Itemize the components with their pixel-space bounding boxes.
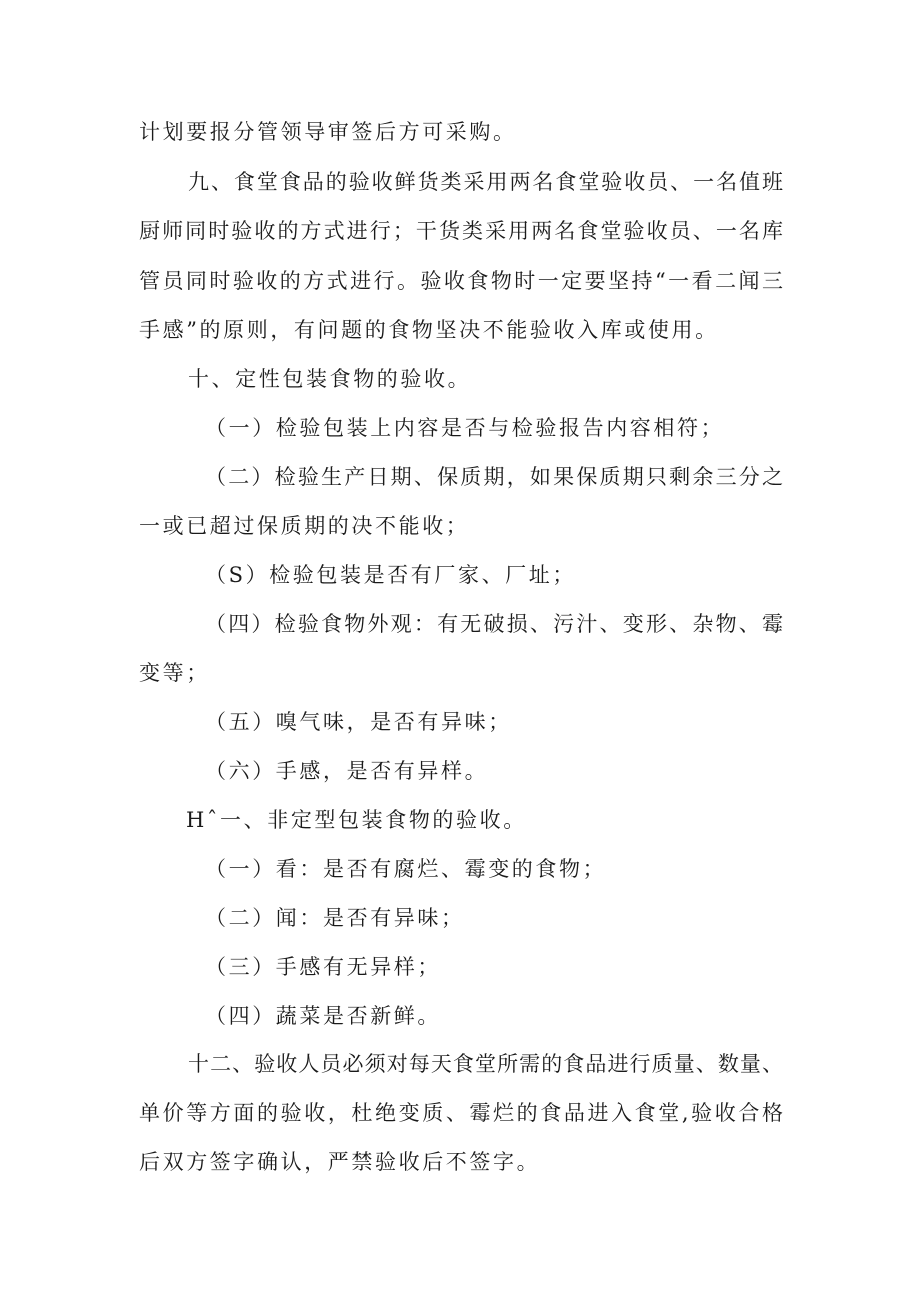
section-12-line-3: 后双方签字确认，严禁验收后不签字。 [139, 1150, 541, 1174]
section-11-heading: Hˆ一、非定型包装食物的验收。 [186, 808, 527, 832]
section-12-line-2: 单价等方面的验收，杜绝变质、霉烂的食品进入食堂,验收合格 [139, 1101, 783, 1125]
section-10-item-4-line-1: （四）检验食物外观：有无破损、污汁、变形、杂物、霉 [205, 612, 783, 636]
section-9-line-2: 厨师同时验收的方式进行；干货类采用两名食堂验收员、一名库 [139, 219, 783, 243]
section-9-line-1: 九、食堂食品的验收鲜货类采用两名食堂验收员、一名值班 [188, 170, 783, 194]
section-10-item-2-line-1: （二）检验生产日期、保质期，如果保质期只剩余三分之 [205, 465, 783, 489]
section-11-item-2: （二）闻：是否有异味； [205, 906, 465, 930]
section-10-item-1: （一）检验包装上内容是否与检验报告内容相符； [205, 416, 725, 440]
section-10-heading: 十、定性包装食物的验收。 [188, 367, 472, 391]
section-12-line-1: 十二、验收人员必须对每天食堂所需的食品进行质量、数量、 [188, 1052, 783, 1076]
section-11-item-1: （一）看：是否有腐烂、霉变的食物； [205, 857, 607, 881]
section-10-item-5: （五）嗅气味，是否有异味； [205, 710, 512, 734]
section-10-item-6: （六）手感，是否有异样。 [205, 759, 489, 783]
section-11-item-4: （四）蔬菜是否新鲜。 [205, 1004, 441, 1028]
section-9-line-4: 手感”的原则，有问题的食物坚决不能验收入库或使用。 [139, 318, 719, 342]
section-10-item-4-line-2: 变等； [139, 661, 210, 685]
section-10-item-2-line-2: 一或已超过保质期的决不能收； [139, 514, 470, 538]
section-10-item-3: （S）检验包装是否有厂家、厂址； [205, 563, 576, 587]
text-line-1: 计划要报分管领导审签后方可采购。 [139, 120, 517, 144]
section-11-item-3: （三）手感有无异样； [205, 955, 441, 979]
section-9-line-3: 管员同时验收的方式进行。验收食物时一定要坚持“一看二闻三 [139, 269, 783, 293]
